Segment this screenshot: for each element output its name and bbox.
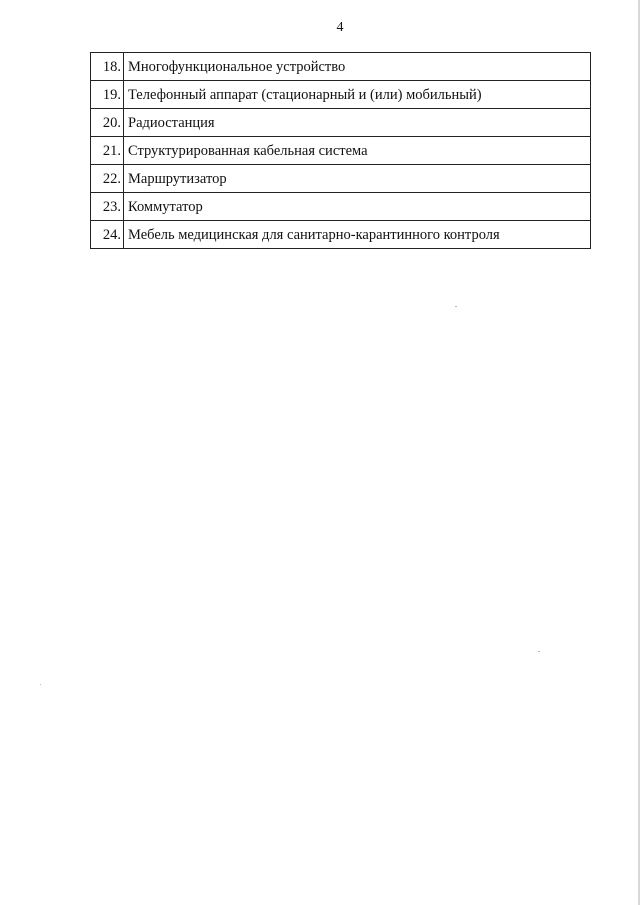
item-name: Радиостанция <box>124 109 591 137</box>
item-number: 24. <box>91 221 124 249</box>
item-name: Маршрутизатор <box>124 165 591 193</box>
item-number: 23. <box>91 193 124 221</box>
scan-speck <box>455 306 457 307</box>
item-name: Многофункциональное устройство <box>124 53 591 81</box>
item-name: Мебель медицинская для санитарно-карантинного контроля <box>124 221 591 249</box>
page-number: 4 <box>336 20 344 35</box>
table-row <box>91 109 591 137</box>
table-row <box>91 137 591 165</box>
scan-speck <box>538 651 540 652</box>
item-name: Телефонный аппарат (стационарный и (или) мобильный) <box>124 81 591 109</box>
item-number: 20. <box>91 109 124 137</box>
item-number: 22. <box>91 165 124 193</box>
items-table <box>90 52 591 249</box>
table-row <box>91 165 591 193</box>
item-number: 21. <box>91 137 124 165</box>
table-row <box>91 221 591 249</box>
item-name: Структурированная кабельная система <box>124 137 591 165</box>
item-name: Коммутатор <box>124 193 591 221</box>
scan-speck <box>40 684 41 685</box>
table-row <box>91 81 591 109</box>
table-row <box>91 193 591 221</box>
item-number: 19. <box>91 81 124 109</box>
table-row <box>91 53 591 81</box>
item-number: 18. <box>91 53 124 81</box>
